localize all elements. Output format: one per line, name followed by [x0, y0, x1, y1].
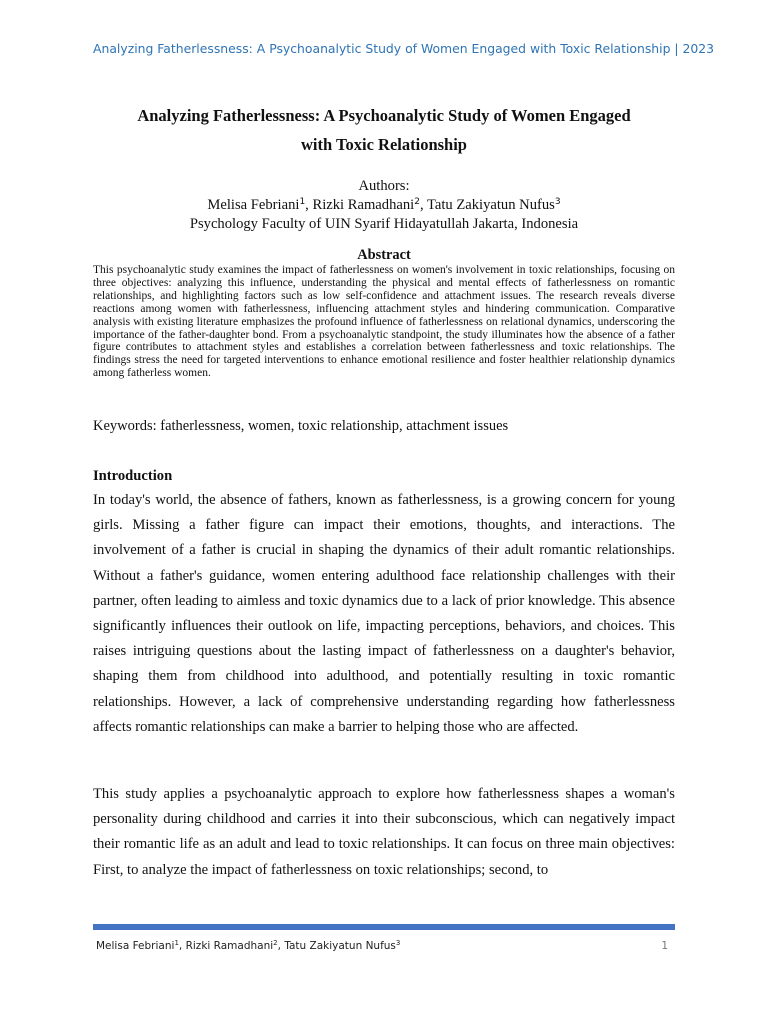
author-affiliation-mark: 2: [414, 197, 420, 207]
footer-author-name: Melisa Febriani: [96, 940, 175, 952]
section-heading-introduction: Introduction: [93, 468, 173, 484]
footer-authors: [96, 940, 400, 952]
abstract-heading: Abstract: [357, 247, 411, 263]
footer-author-mark: 1: [174, 939, 179, 947]
footer-author-mark: 3: [395, 939, 401, 947]
footer-author-name: Rizki Ramadhani: [185, 940, 274, 952]
author-name: Melisa Febriani: [207, 197, 300, 213]
page-number: 1: [661, 940, 668, 952]
running-header: Analyzing Fatherlessness: A Psychoanalytic Study of Women Engaged with Toxic Relationship | 2023: [93, 41, 715, 56]
footer-rule: [93, 924, 675, 930]
authors-label: Authors:: [358, 178, 410, 194]
paper-title-line-1: Analyzing Fatherlessness: A Psychoanalytic Study of Women Engaged: [137, 106, 631, 125]
affiliation: Psychology Faculty of UIN Syarif Hidayatullah Jakarta, Indonesia: [189, 216, 579, 232]
author-separator: ,: [305, 197, 313, 213]
author-block: [93, 177, 675, 234]
footer-author-name: Tatu Zakiyatun Nufus: [284, 940, 396, 952]
author-affiliation-mark: 3: [554, 197, 561, 207]
keywords: Keywords: fatherlessness, women, toxic relationship, attachment issues: [93, 418, 509, 434]
abstract-text: This psychoanalytic study examines the impact of fatherlessness on women's involvement in toxic relationships, focusing on three objectives: analyzing this influence, understanding the physical and mental effects of fatherlessness on romantic relationships, and highlighting factors such as low self-confidence and attachment issues. The research reveals diverse reactions among women with fatherlessness, influencing attachment styles and hindering communication. Comparative analysis with existing literature emphasizes the profound influence of fatherlessness on relational dynamics, underscoring the importance of the father-daughter bond. From a psychoanalytic standpoint, the study illuminates how the absence of a father figure contributes to attachment styles and establishes a correlation between fatherlessness and toxic relationships. The findings stress the need for targeted interventions to enhance emotional resilience and foster healthier relationship dynamics among fatherless women.: [93, 264, 675, 380]
body-paragraph: This study applies a psychoanalytic approach to explore how fatherlessness shapes a woman's personality during childhood and carries it into their subconscious, which can negatively impact their romantic life as an adult and lead to toxic relationships. It can focus on three main objectives: First, to analyze the impact of fatherlessness on toxic relationships; second, to: [93, 786, 675, 878]
paper-title-line-2: with Toxic Relationship: [301, 135, 467, 154]
paper-title: [93, 101, 675, 159]
author-separator: ,: [419, 197, 427, 213]
author-affiliation-mark: 1: [299, 197, 306, 207]
author-name: Rizki Ramadhani: [312, 197, 415, 213]
body-paragraph: In today's world, the absence of fathers, known as fatherlessness, is a growing concern for young girls. Missing a father figure can impact their emotions, thoughts, and interactions. The involvement of a father is crucial in shaping the dynamics of their adult romantic relationships. Without a father's guidance, women entering adulthood face relationship challenges with their partner, often leading to aimless and toxic dynamics due to a lack of prior knowledge. This absence significantly influences their outlook on life, impacting perceptions, behaviors, and choices. This raises intriguing questions about the lasting impact of fatherlessness on a daughter's behavior, shaping them from childhood into adulthood, and potentially resulting in toxic romantic relationships. However, a lack of comprehensive understanding regarding how fatherlessness affects romantic relationships can make a barrier to helping those who are affected.: [93, 492, 675, 735]
footer-author-mark: 2: [273, 939, 278, 947]
author-name: Tatu Zakiyatun Nufus: [426, 197, 555, 213]
footer-author-separator: ,: [277, 940, 285, 952]
author-list: [93, 196, 675, 215]
footer-author-separator: ,: [178, 940, 186, 952]
